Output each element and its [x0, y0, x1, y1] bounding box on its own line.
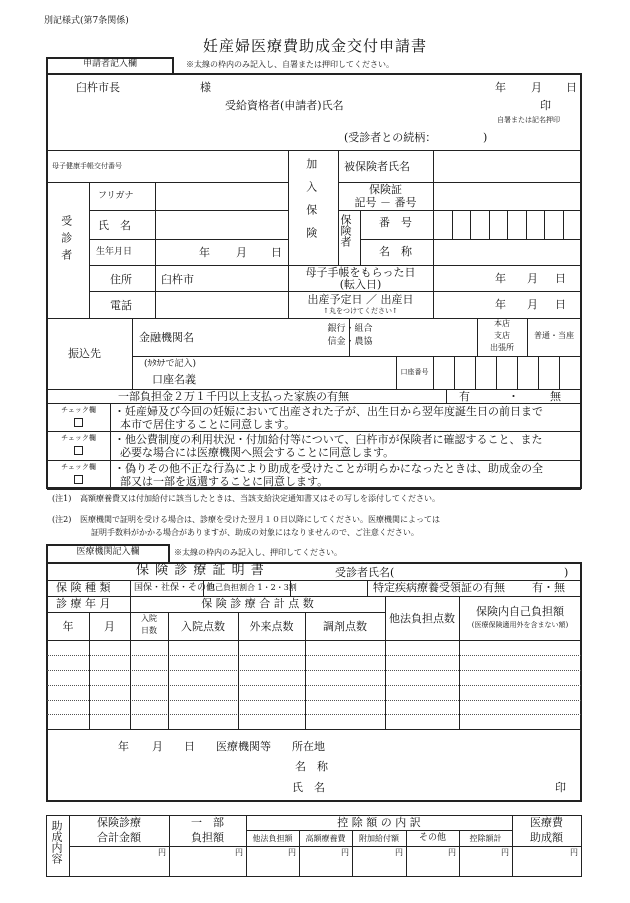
check-box-2[interactable]: [74, 446, 83, 455]
doctor-label: 氏 名: [292, 781, 325, 794]
check-text-1b: 本市で居住することに同意します。: [120, 418, 296, 431]
holder-label: 口座名義: [152, 373, 196, 386]
subsidy-2: 助成額: [530, 831, 563, 844]
yen-1: 円: [158, 848, 166, 857]
due-day: 日: [555, 298, 566, 311]
handbook-date-2: (転入日): [339, 278, 382, 291]
birth-year: 年: [199, 246, 210, 259]
family-payment-label: 一部負担金２万１千円以上支払った家族の有無: [118, 390, 349, 403]
insured-name-label: 被保険者氏名: [344, 160, 410, 173]
footer-day: 日: [184, 740, 195, 753]
cert-label-1: 保険証: [369, 183, 402, 196]
applicant-section-label: 申請者記入欄: [82, 59, 137, 69]
due-date-label: 出産予定日 ／ 出産日: [307, 293, 414, 306]
yen-8: 円: [570, 848, 578, 857]
footer-month: 月: [152, 740, 163, 753]
medical-section-label: 医療機関記入欄: [76, 547, 140, 557]
location-label: 所在地: [292, 740, 325, 753]
check-box-3[interactable]: [74, 475, 83, 484]
date-day: 日: [566, 81, 577, 94]
check-text-3a: ・偽りその他不正な行為により助成を受けたことが明らかになったときは、助成金の全: [114, 462, 543, 475]
holder-kana: (ｶﾀｶﾅで記入): [144, 359, 197, 369]
furigana-label: フリガナ: [98, 191, 134, 201]
col-days-1: 入院: [141, 614, 157, 623]
family-no[interactable]: 無: [550, 390, 561, 403]
family-yes[interactable]: 有: [459, 390, 470, 403]
check-label-3: チェック欄: [61, 463, 96, 471]
applicant-seal: 印: [540, 99, 551, 112]
yen-3: 円: [288, 848, 296, 857]
relation-close: ): [483, 131, 488, 144]
institution-label: 金融機関名: [139, 331, 194, 344]
check-box-1[interactable]: [74, 418, 83, 427]
ded-other-law: 他法負担額: [252, 834, 293, 843]
doctor-seal: 印: [555, 781, 566, 794]
note-2-mark: (注2): [52, 515, 72, 524]
yen-2: 円: [235, 848, 243, 857]
ded-additional: 附加給付額: [359, 834, 399, 843]
col-month: 月: [104, 620, 115, 633]
ded-other: その他: [418, 833, 446, 843]
note-2-line1: 医療機関で証明を受ける場合は、診療を受けた翌月１０日以降にしてください。医療機関によっては: [80, 515, 440, 524]
points-total-label: 保 険 診 療 合 計 点 数: [201, 597, 314, 610]
inst-name-label: 名 称: [295, 760, 328, 773]
footer-year: 年: [118, 740, 129, 753]
annex-label: 別記様式(第7条関係): [44, 16, 129, 26]
applicant-name-label: 受給資格者(申請者)氏名: [225, 99, 344, 112]
medical-section-note: ※太線の枠内のみ記入し、押印してください。: [174, 548, 342, 557]
check-label-2: チェック欄: [61, 434, 96, 442]
address-value: 臼杵市: [161, 273, 194, 286]
note-1-mark: (注1): [52, 494, 72, 503]
institution-label: 医療機関等: [216, 740, 271, 753]
note-2-line2: 証明手数料がかかる場合がありますが、助成の対象にはなりませんので、ご注意ください。: [91, 528, 419, 537]
branch-1: 本店: [494, 319, 510, 328]
check-text-2a: ・他公費制度の利用状況・付加給付等について、臼杵市が保険者に確認すること、また: [114, 433, 543, 446]
birth-month: 月: [236, 246, 247, 259]
date-year: 年: [495, 81, 506, 94]
handbook-date-1: 母子手帳をもらった日: [305, 266, 416, 279]
family-dot: ・: [508, 390, 519, 403]
applicant-section-note: ※太線の枠内のみ記入し、自署または押印してください。: [186, 60, 394, 69]
subsidy-group-label: 助成内容: [50, 820, 63, 864]
specific-disease-label: 特定疾病療養受領証の有無: [373, 581, 505, 594]
treatment-month-label: 診 療 年 月: [56, 597, 111, 610]
yen-4: 円: [341, 848, 349, 857]
copay-rate[interactable]: 自己負担割合 1・2・3割: [207, 583, 297, 592]
account-type: 普通・当座: [534, 331, 574, 340]
subsidy-1: 医療費: [530, 816, 563, 829]
cert-patient-name-label: 受診者氏名(: [335, 566, 395, 579]
addressee: 臼杵市長: [76, 81, 120, 94]
birth-day: 日: [271, 246, 282, 259]
specific-disease-options[interactable]: 有・無: [532, 581, 565, 594]
check-text-1a: ・妊産婦及び今回の妊娠において出産された子が、出生日から翌年度誕生日の前日まで: [114, 405, 543, 418]
copay-2: 負担額: [191, 831, 224, 844]
cert-label-2: 記号 － 番号: [354, 196, 417, 209]
col-outpatient: 外来点数: [249, 620, 294, 633]
birth-label: 生年月日: [96, 247, 133, 257]
yen-6: 円: [448, 848, 456, 857]
branch-3: 出張所: [490, 343, 514, 352]
addressee-honorific: 様: [200, 81, 211, 94]
bank-group-label: 振込先: [68, 347, 101, 360]
handbook-month: 月: [527, 272, 538, 285]
copay-1: 一 部: [191, 816, 224, 829]
col-days-2: 日数: [141, 626, 157, 635]
handbook-no-label: 母子健康手帳交付番号: [52, 162, 122, 170]
check-label-1: チェック欄: [61, 406, 96, 414]
handbook-year: 年: [495, 272, 506, 285]
yen-7: 円: [501, 848, 509, 857]
col-self-pay-note: (医療保険適用外を含まない額): [471, 621, 569, 629]
insurance-type-label: 保 険 種 類: [56, 581, 111, 594]
note-1-line1: 高額療養費又は付加給付に該当したときは、当該支給決定通知書又はその写しを添付してください。: [80, 494, 440, 503]
account-no-label: 口座番号: [400, 368, 429, 376]
due-year: 年: [495, 298, 506, 311]
insurance-group-label: 加入保険: [304, 158, 318, 250]
ded-high-cost: 高額療養費: [305, 834, 346, 843]
col-other-law: 他法負担点数: [389, 612, 455, 625]
insurer-name-label: 名 称: [379, 245, 412, 258]
deduction-label: 控 除 額 の 内 訳: [337, 816, 421, 829]
patient-group-label: 受診者: [59, 215, 73, 266]
insured-total-2: 合計金額: [97, 831, 141, 844]
patient-name-label: 氏 名: [98, 219, 131, 232]
branch-2: 支店: [494, 331, 510, 340]
insurance-type-options[interactable]: 国保・社保・その他: [134, 583, 216, 593]
bank-kind-2: 信金・農協: [327, 337, 373, 347]
check-text-2b: 必要な場合には医療機関へ照会することに同意します。: [120, 446, 395, 459]
check-text-3b: 部又は一部を返還することに同意します。: [120, 475, 329, 488]
cert-title: 保 険 診 療 証 明 書: [136, 563, 265, 578]
col-self-pay: 保険内自己負担額: [476, 605, 564, 618]
col-year: 年: [62, 620, 74, 633]
relation-label: (受診者との続柄：: [344, 131, 437, 144]
insurer-label: 保険者: [339, 214, 352, 247]
yen-5: 円: [395, 848, 403, 857]
address-label: 住所: [110, 273, 132, 286]
page-title: 妊産婦医療費助成金交付申請書: [202, 37, 427, 55]
due-month: 月: [527, 298, 538, 311]
handbook-day: 日: [555, 272, 566, 285]
phone-label: 電話: [110, 299, 132, 312]
date-month: 月: [531, 81, 542, 94]
insured-total-1: 保険診療: [97, 816, 141, 829]
bank-kind-1: 銀行・組合: [327, 324, 373, 334]
col-inpatient: 入院点数: [181, 620, 225, 633]
col-dispensing: 調剤点数: [323, 620, 367, 633]
cert-patient-name-close: ): [564, 566, 569, 579]
insurer-number-label: 番 号: [379, 216, 412, 229]
ded-total: 控除額計: [469, 834, 502, 843]
seal-note: 自署または記名押印: [497, 116, 560, 124]
due-date-note: ↑丸をつけてください↑: [323, 307, 398, 315]
